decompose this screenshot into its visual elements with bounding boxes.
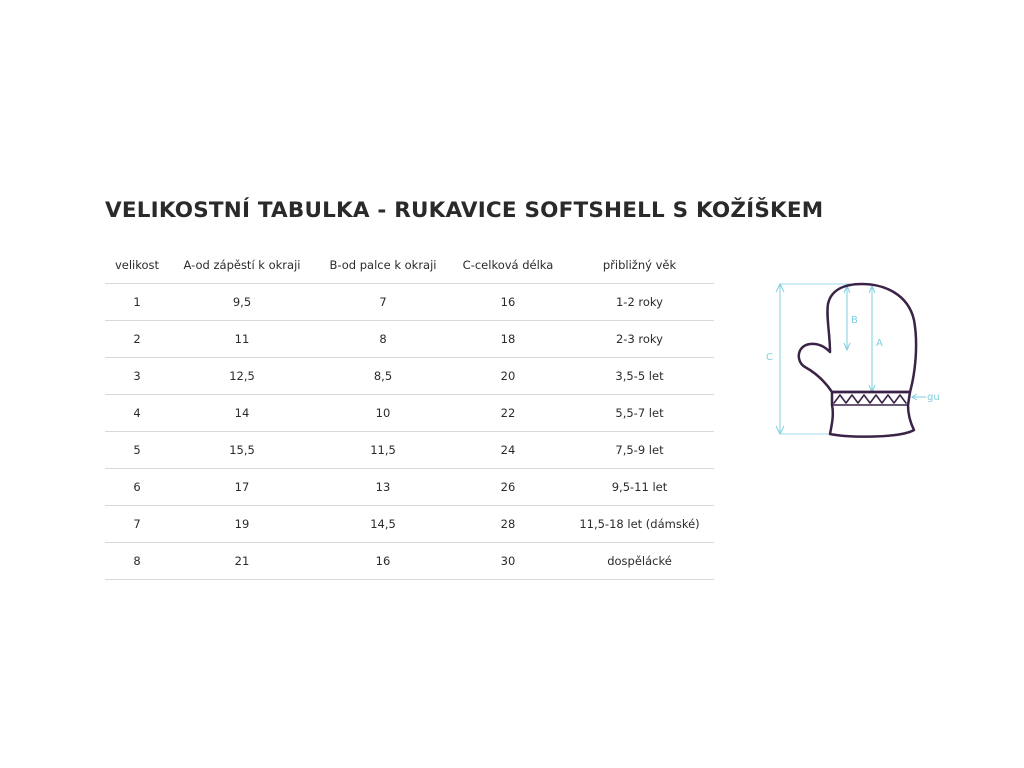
cell-a: 9,5 <box>169 284 315 321</box>
cell-b: 8 <box>315 321 451 358</box>
column-header-a: A-od zápěstí k okraji <box>169 246 315 284</box>
cell-age: 9,5-11 let <box>565 469 714 506</box>
cell-b: 14,5 <box>315 506 451 543</box>
cell-age: 1-2 roky <box>565 284 714 321</box>
table-row <box>105 543 714 580</box>
table-row <box>105 284 714 321</box>
cell-a: 21 <box>169 543 315 580</box>
table-row <box>105 358 714 395</box>
table-row <box>105 395 714 432</box>
cell-b: 13 <box>315 469 451 506</box>
cell-age: 3,5-5 let <box>565 358 714 395</box>
cell-c: 16 <box>451 284 565 321</box>
cell-size: 1 <box>105 284 169 321</box>
cell-c: 24 <box>451 432 565 469</box>
cell-age: dospělácké <box>565 543 714 580</box>
table-row <box>105 469 714 506</box>
table-row <box>105 321 714 358</box>
mitten-icon <box>799 284 916 437</box>
cell-c: 28 <box>451 506 565 543</box>
cell-c: 22 <box>451 395 565 432</box>
cell-b: 7 <box>315 284 451 321</box>
cell-a: 17 <box>169 469 315 506</box>
cell-b: 11,5 <box>315 432 451 469</box>
cell-b: 8,5 <box>315 358 451 395</box>
table-header-row <box>105 246 714 284</box>
cell-size: 2 <box>105 321 169 358</box>
column-header-age: přibližný věk <box>565 246 714 284</box>
cell-a: 15,5 <box>169 432 315 469</box>
cell-size: 8 <box>105 543 169 580</box>
cell-a: 14 <box>169 395 315 432</box>
measure-a <box>869 286 875 392</box>
cell-a: 12,5 <box>169 358 315 395</box>
table-row <box>105 432 714 469</box>
page-title: VELIKOSTNÍ TABULKA - RUKAVICE SOFTSHELL S KOŽÍŠKEM <box>105 198 824 223</box>
cell-c: 30 <box>451 543 565 580</box>
label-b: B <box>851 315 858 326</box>
mitten-measurement-diagram <box>760 272 950 448</box>
cell-a: 19 <box>169 506 315 543</box>
table-row <box>105 506 714 543</box>
cell-size: 6 <box>105 469 169 506</box>
cell-size: 5 <box>105 432 169 469</box>
cell-c: 20 <box>451 358 565 395</box>
cell-size: 7 <box>105 506 169 543</box>
cell-size: 3 <box>105 358 169 395</box>
column-header-c: C-celková délka <box>451 246 565 284</box>
cell-b: 10 <box>315 395 451 432</box>
cell-b: 16 <box>315 543 451 580</box>
cell-age: 7,5-9 let <box>565 432 714 469</box>
cell-c: 26 <box>451 469 565 506</box>
measure-b <box>844 286 850 350</box>
cell-age: 5,5-7 let <box>565 395 714 432</box>
cell-size: 4 <box>105 395 169 432</box>
cell-age: 2-3 roky <box>565 321 714 358</box>
label-gum: gu <box>927 392 940 403</box>
measure-c <box>776 284 870 434</box>
measure-gum <box>912 394 926 400</box>
label-a: A <box>876 338 883 349</box>
column-header-size: velikost <box>105 246 169 284</box>
column-header-b: B-od palce k okraji <box>315 246 451 284</box>
size-table <box>105 246 714 580</box>
cell-c: 18 <box>451 321 565 358</box>
cell-age: 11,5-18 let (dámské) <box>565 506 714 543</box>
cell-a: 11 <box>169 321 315 358</box>
label-c: C <box>766 352 773 363</box>
